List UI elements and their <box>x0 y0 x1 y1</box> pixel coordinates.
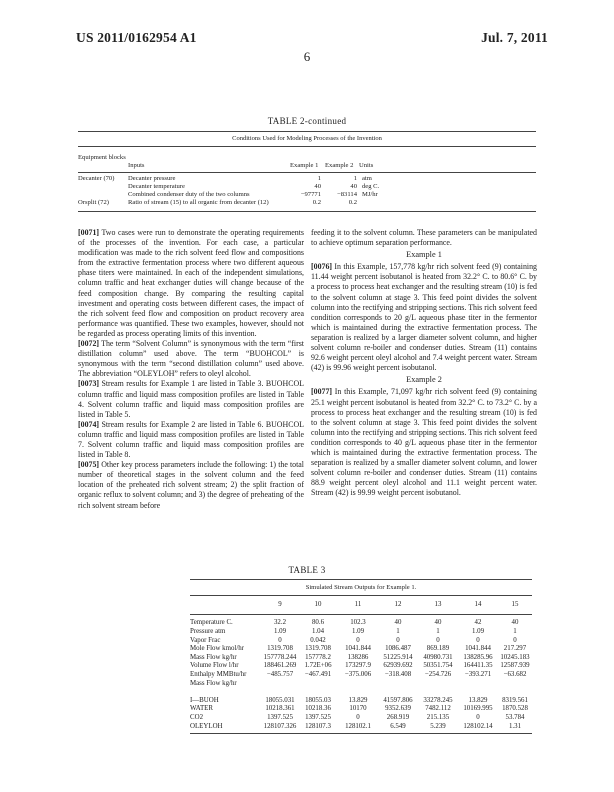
table3-cell: 80.6 <box>311 619 325 627</box>
table3-cell <box>338 687 378 696</box>
table3-cell: 13.829 <box>468 696 488 704</box>
para-text: Two cases were run to demonstrate the operating requirements of the processes of the invention. For each case, a particular modification was made to the rich solvent feed flow and compositions from the extractive fermentation process where two different aqueous phase titers were maintained. In each of the independent simulations, column traffic and heat exchanger duties will change because of the feed composition change. By comparing the resulting capital investment and operating costs between different cases, the impact of the rich solvent feed flow and composition on product recovery area performance was quantified. These two examples, however, should not be regarded as process operating limits of this invention. <box>78 228 304 338</box>
table3-cell: 1 <box>396 627 400 635</box>
table3-cell: 9352.639 <box>385 705 411 713</box>
table3-cell: 0 <box>356 713 360 721</box>
table2 <box>78 150 536 232</box>
table3-column-header: 15 <box>511 600 519 608</box>
patent-number: US 2011/0162954 A1 <box>76 30 197 45</box>
paragraph-continued: feeding it to the solvent column. These parameters can be manipulated to achieve optimum separation performance. <box>311 228 537 248</box>
paragraph-0075 <box>78 460 304 510</box>
table3-cell: 1.72E+06 <box>304 662 332 670</box>
table3-column-header: 12 <box>394 600 402 608</box>
table3-cell: 128102.14 <box>463 722 493 730</box>
table3-cell: 102.3 <box>350 619 366 627</box>
para-tag: [0072] <box>78 339 100 349</box>
para-text: The term “Solvent Column” is synonymous with the term “first distillation column” used above. The term “BUOHCOL” is synonymous with the term “second distillation column” used above. The abbreviation “OLEYLOH” refers to oleyl alcohol. <box>78 339 304 379</box>
table2-rule-top <box>78 131 536 132</box>
table3-cell <box>498 687 532 696</box>
table3-cell: 18055.031 <box>265 696 295 704</box>
table3-cell: 1870.528 <box>502 705 528 713</box>
table3-row-label: WATER <box>190 705 213 713</box>
table-row <box>190 636 532 645</box>
table3-column-header: 10 <box>314 600 322 608</box>
table3-column-header: 9 <box>278 600 282 608</box>
table3-subtitle: Simulated Stream Outputs for Example 1. <box>305 584 417 591</box>
table3-cell: 268.919 <box>386 713 410 721</box>
table3-row-label: Mole Flow kmol/hr <box>190 645 244 653</box>
table3-cell: 128107.326 <box>263 722 297 730</box>
table3-cell: 10245.183 <box>500 653 530 661</box>
paragraph-0073 <box>78 379 304 419</box>
table3-cell: 164411.35 <box>463 662 493 670</box>
para-text: In this Example, 157,778 kg/hr rich solvent feed (9) containing 11.44 weight percent isobutanol is heated from 32.2° C. to 80.6° C. by a process to process heat exchanger and the resulting stream (10) is fed to the solvent column at stage 3. This feed point divides the solvent column into the rectifying and stripping sections. This rich solvent feed condition corresponds to 20 g/L aqueous phase titer in the fermentor which is maintained during the extractive fermentation process. The separation is realized by a larger diameter solvent column, and higher solvent column re-boiler and condenser duties. Stream (11) contains 92.6 weight percent oleyl alcohol and 7.4 weight percent water. Stream (42) is 99.96 weight percent isobutanol. <box>311 262 537 373</box>
table3-cell <box>418 687 458 696</box>
table3-cell <box>262 687 298 696</box>
table2-caption: TABLE 2-continued <box>267 116 347 126</box>
table3-cell: 41597.806 <box>383 696 413 704</box>
table3-cell: −318.408 <box>384 670 412 678</box>
para-tag: [0073] <box>78 379 100 389</box>
page-number: 6 <box>303 49 311 64</box>
table3-row-label: CO2 <box>190 713 204 721</box>
table2-cell: Decanter pressure <box>128 175 176 182</box>
table3-cell: 8319.561 <box>502 696 528 704</box>
table3-cell: 32.2 <box>273 619 287 627</box>
table2-header-ex2: Example 2 <box>325 162 354 169</box>
table3-cell: 40 <box>394 619 402 627</box>
table3-row-label: OLEYLOH <box>190 722 223 730</box>
table3-cell: 1397.525 <box>267 713 293 721</box>
table-row <box>190 679 532 688</box>
table2-cell: 40 <box>314 183 321 190</box>
table3-cell: 10170 <box>349 705 367 713</box>
table3-cell: 173297.9 <box>345 662 371 670</box>
para-tag: [0075] <box>78 460 100 470</box>
table3-cell: 1041.844 <box>465 645 491 653</box>
table3-bottom-rule-row <box>190 730 532 734</box>
table-row <box>190 662 532 671</box>
table-row <box>190 670 532 679</box>
table3-cell: 0 <box>476 636 480 644</box>
table-row <box>190 653 532 662</box>
table3-cell: 1.09 <box>471 627 485 635</box>
table2-cell: Decanter temperature <box>128 183 185 190</box>
table3-header-row <box>190 600 532 609</box>
left-column <box>78 228 304 511</box>
table3-column-header: 13 <box>434 600 442 608</box>
para-text: In this Example, 71,097 kg/hr rich solvent feed (9) containing 25.1 weight percent isobutanol is heated from 32.2° C. to 73.2° C. by a process to process heat exchanger and the resulting stream (10) is fed to the solvent column at stage 3. This feed point divides the solvent column into the rectifying and stripping sections. This rich solvent feed condition corresponds to 40 g/L aqueous phase titer in the fermentor which is maintained during the extractive fermentation process. The separation is realized by a smaller diameter solvent column, and lower solvent column re-boiler and condenser duties. Stream (11) contains 88.9 weight percent oleyl alcohol and 11.1 weight percent water. Stream (42) is 99.99 weight percent isobutanol. <box>311 387 537 498</box>
table3-cell: −254.726 <box>424 670 452 678</box>
para-tag: [0071] <box>78 228 100 237</box>
table3-cell <box>458 687 498 696</box>
table2-rule-bottom <box>78 211 536 212</box>
table3-cell: 40980.731 <box>423 653 453 661</box>
table3-bottom-rule <box>190 730 532 734</box>
table2-rule-mid <box>78 146 536 147</box>
table3-cell: 10169.995 <box>463 705 493 713</box>
table3-cell: 40 <box>434 619 442 627</box>
table3-cell: 13.829 <box>348 696 368 704</box>
table2-header-ex1: Example 1 <box>290 162 319 169</box>
table3-cell: −393.271 <box>464 670 492 678</box>
table3-cell <box>418 679 458 688</box>
right-column <box>311 228 537 498</box>
table3-cell: 10218.361 <box>265 705 295 713</box>
table3-cell: 0.042 <box>310 636 326 644</box>
table3-row-label: Temperature C. <box>190 619 233 627</box>
table3-row-label: Mass Flow kg/hr <box>190 653 237 661</box>
table3-row-label <box>190 687 262 696</box>
table3-cell: 1.31 <box>508 722 522 730</box>
table3-cell: 0 <box>436 636 440 644</box>
table3-cell: 1086.487 <box>385 645 411 653</box>
table2-cell: Ratio of stream (15) to all organic from decanter (12) <box>128 199 269 206</box>
table3-cell: 10218.36 <box>305 705 331 713</box>
table3-cell <box>458 679 498 688</box>
table3-cell: 1.04 <box>311 627 325 635</box>
para-tag: [0077] <box>311 387 333 397</box>
table3-cell: 215.135 <box>426 713 450 721</box>
table3-cell: 1319.708 <box>305 645 331 653</box>
table3-row-label: Pressure atm <box>190 627 226 635</box>
table3-cell: 128107.3 <box>305 722 331 730</box>
publication-date: Jul. 7, 2011 <box>481 30 548 45</box>
table3-cell: 18055.03 <box>305 696 331 704</box>
para-text: Stream results for Example 2 are listed in Table 6. BUOHCOL column traffic and liquid mass composition profiles are listed in Table 7. Solvent column traffic and liquid mass composition profiles are listed in Table 8. <box>78 419 304 460</box>
table2-subtitle: Conditions Used for Modeling Processes of the Invention <box>232 135 382 142</box>
table3-cell: 6.549 <box>390 722 406 730</box>
table2-header-blocks: Equipment blocks <box>78 154 126 161</box>
table3-cell <box>338 679 378 688</box>
paragraph-0072 <box>78 339 304 379</box>
table3-cell: 51225.914 <box>383 653 413 661</box>
table3-caption: TABLE 3 <box>288 565 326 575</box>
table2-cell: 0.2 <box>312 199 321 206</box>
paragraph-0071 <box>78 228 304 339</box>
table3-cell: 138286 <box>347 653 369 661</box>
table3-cell: 157778.244 <box>263 653 297 661</box>
table3-cell <box>378 687 418 696</box>
table3-cell: 7482.112 <box>425 705 451 713</box>
table3-rule-sub <box>190 595 532 596</box>
table-row <box>190 705 532 714</box>
table3-cell: 138285.96 <box>463 653 493 661</box>
table3-cell: −467.491 <box>304 670 332 678</box>
table3-cell: 0 <box>278 636 282 644</box>
table3-cell: −375.006 <box>344 670 372 678</box>
table3-cell: 53.784 <box>505 713 525 721</box>
table-row <box>190 644 532 653</box>
table3-cell: 128102.1 <box>345 722 371 730</box>
table2-cell: atm <box>362 175 372 182</box>
table-row <box>190 722 532 731</box>
paragraph-0076 <box>311 262 537 373</box>
para-tag: [0076] <box>311 262 333 272</box>
table3-cell: 1397.525 <box>305 713 331 721</box>
table3-cell: −485.757 <box>266 670 294 678</box>
table3-cell: 5.239 <box>430 722 446 730</box>
table2-cell: 0.2 <box>348 199 357 206</box>
table2-cell: −97771 <box>300 191 321 198</box>
table3-cell: 1 <box>436 627 440 635</box>
table3-column-header: 11 <box>354 600 362 608</box>
table2-header-inputs: Inputs <box>128 162 145 169</box>
table2-rule-head <box>78 172 536 173</box>
para-tag: [0074] <box>78 419 100 429</box>
table-row <box>190 619 532 628</box>
table3-cell <box>262 679 298 688</box>
table3-column-header: 14 <box>474 600 482 608</box>
table3-cell: 188461.269 <box>263 662 297 670</box>
table2-cell: −83114 <box>337 191 357 198</box>
table3-row-label: I—BUOH <box>190 696 219 704</box>
table2-cell: Combined condenser duty of the two columns <box>128 191 250 198</box>
table2-cell: Decanter (70) <box>78 175 115 182</box>
table2-cell: deg C. <box>362 183 380 190</box>
table3-cell: 0 <box>356 636 360 644</box>
table3-row-label: Mass Flow kg/hr <box>190 679 237 687</box>
table3-cell: 869.189 <box>426 645 450 653</box>
example-2-heading: Example 2 <box>406 375 442 385</box>
table-row <box>190 713 532 722</box>
table-row <box>190 696 532 705</box>
table3-cell: 1041.844 <box>345 645 371 653</box>
table3-cell: 0 <box>476 713 480 721</box>
table3-cell: 1 <box>513 627 517 635</box>
table3-cell: 40 <box>511 619 519 627</box>
table2-cell: 40 <box>350 183 357 190</box>
table3-header-blank <box>190 600 262 609</box>
table3-cell <box>378 679 418 688</box>
table3-cell: 1.09 <box>351 627 365 635</box>
para-text: Stream results for Example 1 are listed in Table 3. BUOHCOL column traffic and liquid mass composition profiles are listed in Table 4. Solvent column traffic and liquid mass composition profiles are listed in Table 5. <box>78 379 304 419</box>
table2-cell: Orsplit (72) <box>78 199 109 206</box>
table2-cell: 1 <box>353 175 357 182</box>
table3-rule-top <box>190 579 532 580</box>
table3-cell: 62939.692 <box>383 662 413 670</box>
table-row <box>190 687 532 696</box>
table3-cell: 1.09 <box>273 627 287 635</box>
table3-cell: 217.297 <box>503 645 527 653</box>
table3-cell: 12587.939 <box>500 662 530 670</box>
table-row <box>190 627 532 636</box>
table3-row-label: Volume Flow l/hr <box>190 662 239 670</box>
table3-cell <box>498 679 532 688</box>
paragraph-0077 <box>311 387 537 498</box>
table2-cell: 1 <box>317 175 321 182</box>
table3-cell: −63.682 <box>503 670 527 678</box>
table3-cell: 157778.2 <box>305 653 331 661</box>
table2-header-units: Units <box>359 162 374 169</box>
example-1-heading: Example 1 <box>406 250 442 260</box>
table3-cell <box>298 687 338 696</box>
table3-cell: 42 <box>474 619 482 627</box>
paragraph-0074 <box>78 420 304 460</box>
para-text: Other key process parameters include the following: 1) the total number of theoretical stages in the solvent column and the feed location of the preheated rich solvent stream; 2) the split fraction of organic reflux to solvent column; and 3) the degree of preheating of the rich solvent stream before <box>78 460 304 510</box>
table2-cell: MJ/hr <box>362 191 378 198</box>
table3-cell: 1319.708 <box>267 645 293 653</box>
table3-cell: 33278.245 <box>423 696 453 704</box>
table3 <box>190 600 532 734</box>
table3-row-label: Enthalpy MMBtu/hr <box>190 670 247 678</box>
table3-cell: 0 <box>513 636 517 644</box>
table3-cell: 50351.754 <box>423 662 453 670</box>
table3-cell <box>298 679 338 688</box>
table3-row-label: Vapor Frac <box>190 636 221 644</box>
table3-cell: 0 <box>396 636 400 644</box>
